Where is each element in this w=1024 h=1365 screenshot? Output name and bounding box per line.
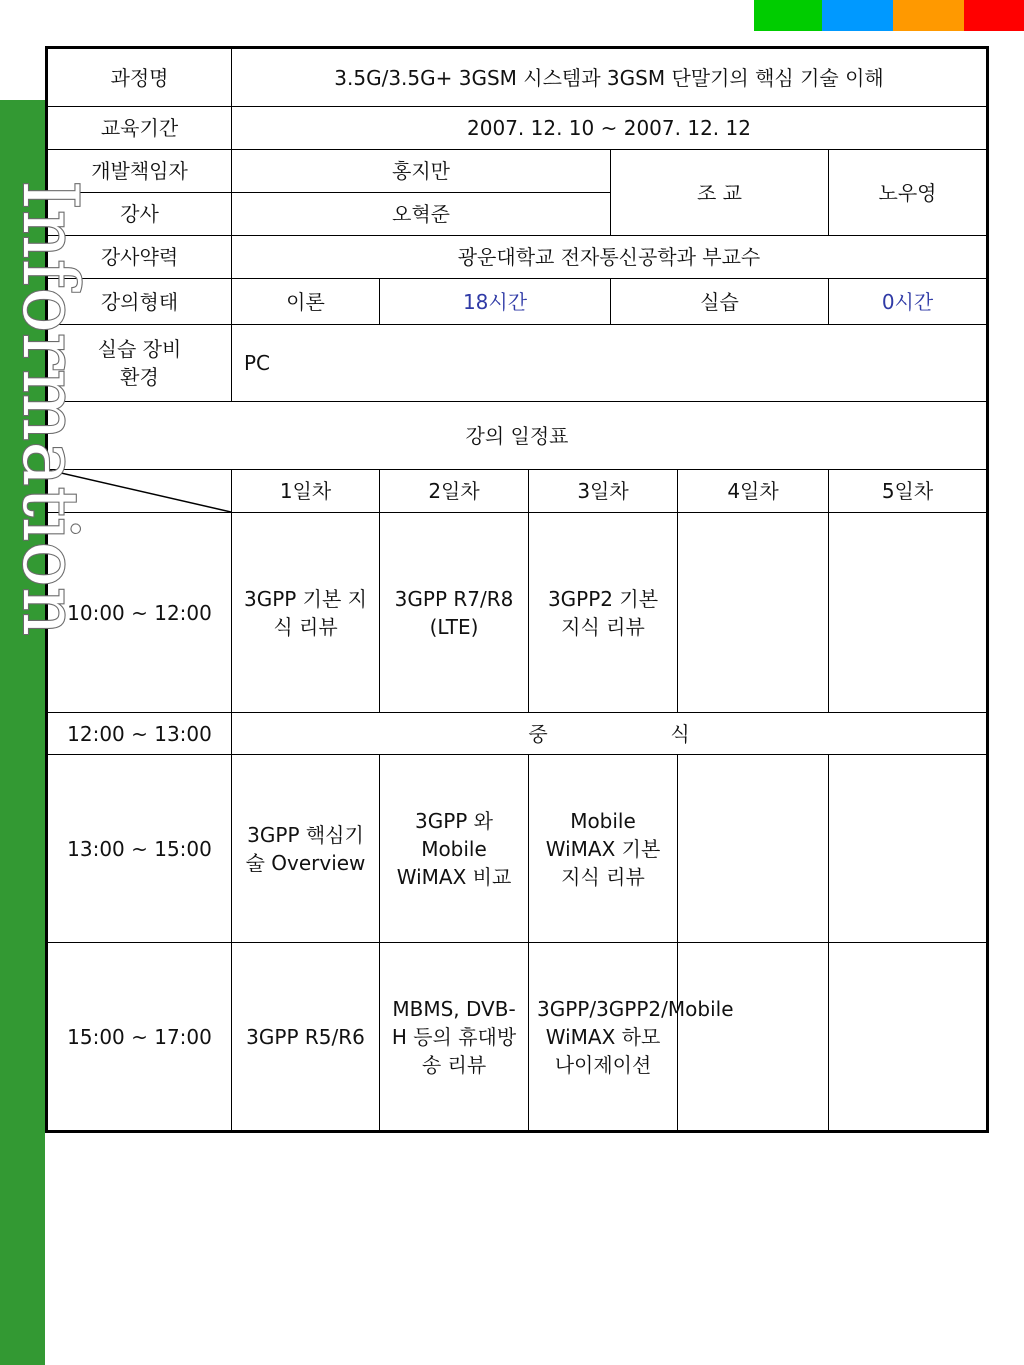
schedule-cell: Mobile WiMAX 기본 지식 리뷰 — [529, 755, 678, 943]
lunch-label — [232, 713, 988, 755]
day-header-3: 3일차 — [529, 470, 678, 513]
course-name: 3.5G/3.5G+ 3GSM 시스템과 3GSM 단말기의 핵심 기술 이해 — [232, 48, 988, 107]
lunch-time: 12:00 ~ 13:00 — [47, 713, 232, 755]
developer-value: 홍지만 — [232, 150, 611, 193]
top-color-bar-blue — [822, 0, 893, 31]
top-color-bar-orange — [893, 0, 964, 31]
schedule-cell — [829, 513, 988, 713]
schedule-cell: MBMS, DVB-H 등의 휴대방송 리뷰 — [380, 943, 529, 1132]
schedule-cell: 3GPP 핵심기술 Overview — [232, 755, 380, 943]
period-value: 2007. 12. 10 ~ 2007. 12. 12 — [232, 107, 988, 150]
career-label: 강사약력 — [47, 236, 232, 279]
time-slot-3: 15:00 ~ 17:00 — [47, 943, 232, 1132]
top-color-bar-green — [754, 0, 822, 31]
lunch-label-part-2: 식 — [670, 721, 690, 746]
schedule-cell: 3GPP 기본 지식 리뷰 — [232, 513, 380, 713]
schedule-cell — [829, 943, 988, 1132]
schedule-cell: 3GPP2 기본 지식 리뷰 — [529, 513, 678, 713]
equipment-label-line-2: 환경 — [120, 365, 159, 389]
day-header-1: 1일차 — [232, 470, 380, 513]
schedule-cell: 3GPP R5/R6 — [232, 943, 380, 1132]
schedule-cell — [829, 755, 988, 943]
practice-hours: 0시간 — [829, 279, 988, 325]
information-vertical-title — [0, 180, 98, 637]
schedule-cell: 3GPP/3GPP2/Mobile WiMAX 하모나이제이션 — [529, 943, 678, 1132]
schedule-cell: 3GPP R7/R8 (LTE) — [380, 513, 529, 713]
information-title-text: Information — [6, 180, 95, 637]
lunch-label-part-1: 중 — [528, 721, 548, 746]
day-header-4: 4일차 — [678, 470, 829, 513]
schedule-cell: 3GPP 와 Mobile WiMAX 비교 — [380, 755, 529, 943]
lecturer-label: 강사 — [47, 193, 232, 236]
day-header-2: 2일차 — [380, 470, 529, 513]
schedule-cell — [678, 943, 829, 1132]
schedule-cell — [678, 755, 829, 943]
schedule-cell — [678, 513, 829, 713]
equipment-label-line-1: 실습 장비 — [97, 337, 182, 361]
period-label: 교육기간 — [47, 107, 232, 150]
assistant-value: 노우영 — [829, 150, 988, 236]
time-slot-1: 10:00 ~ 12:00 — [47, 513, 232, 713]
assistant-label: 조 교 — [611, 150, 829, 236]
lecturer-value: 오혁준 — [232, 193, 611, 236]
course-name-label: 과정명 — [47, 48, 232, 107]
schedule-title: 강의 일정표 — [47, 402, 988, 470]
course-info-table — [45, 46, 989, 1133]
format-label: 강의형태 — [47, 279, 232, 325]
equipment-value: PC — [232, 325, 988, 402]
developer-label: 개발책임자 — [47, 150, 232, 193]
time-slot-2: 13:00 ~ 15:00 — [47, 755, 232, 943]
career-value: 광운대학교 전자통신공학과 부교수 — [232, 236, 988, 279]
theory-hours: 18시간 — [380, 279, 611, 325]
practice-label: 실습 — [611, 279, 829, 325]
top-color-bar-red — [964, 0, 1024, 31]
theory-label: 이론 — [232, 279, 380, 325]
day-header-5: 5일차 — [829, 470, 988, 513]
